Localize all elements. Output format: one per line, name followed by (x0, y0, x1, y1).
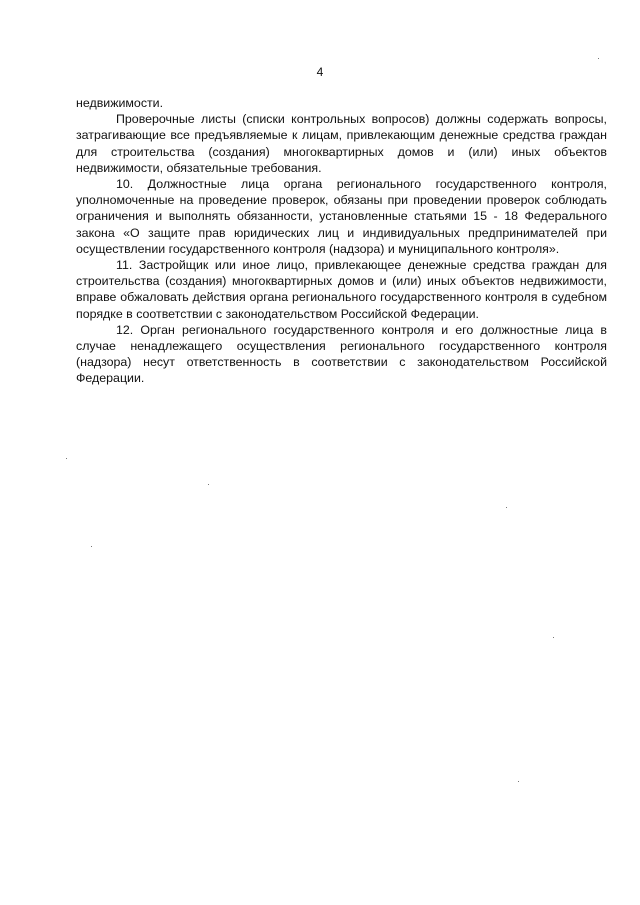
paragraph-12: 12. Орган регионального государственного контроля и его должностные лица в случае ненадлежащего осуществления регионального государственного контроля (надзора) несут ответственность в соответствии с законодательством Российской Федерации. (76, 322, 607, 386)
scan-speck (208, 484, 209, 485)
page-number: 4 (316, 65, 324, 79)
scan-speck (518, 781, 519, 782)
paragraph-10: 10. Должностные лица органа регионального государственного контроля, уполномоченные на проведение проверок, обязаны при проведении проверок соблюдать ограничения и выполнять обязанности, установленные статьями 15 - 18 Федерального закона «О защите прав юридических лиц и индивидуальных предпринимателей при осуществлении государственного контроля (надзора) и муниципального контроля». (76, 177, 607, 256)
paragraph-continuation: недвижимости. (76, 96, 164, 110)
scan-speck (506, 507, 507, 508)
scan-speck (66, 458, 67, 459)
document-body (76, 95, 607, 387)
scan-speck (553, 637, 554, 638)
paragraph-checklists: Проверочные листы (списки контрольных вопросов) должны содержать вопросы, затрагивающие все предъявляемые к лицам, привлекающим денежные средства граждан для строительства (создания) многоквартирных домов и (или) иных объектов недвижимости, обязательные требования. (76, 112, 607, 175)
scan-speck (91, 546, 92, 547)
paragraph-11: 11. Застройщик или иное лицо, привлекающее денежные средства граждан для строительства (создания) многоквартирных домов и (или) иных объектов недвижимости, вправе обжаловать действия органа регионального государственного контроля в судебном порядке в соответствии с законодательством Российской Федерации. (76, 258, 607, 321)
scan-speck (598, 58, 599, 59)
